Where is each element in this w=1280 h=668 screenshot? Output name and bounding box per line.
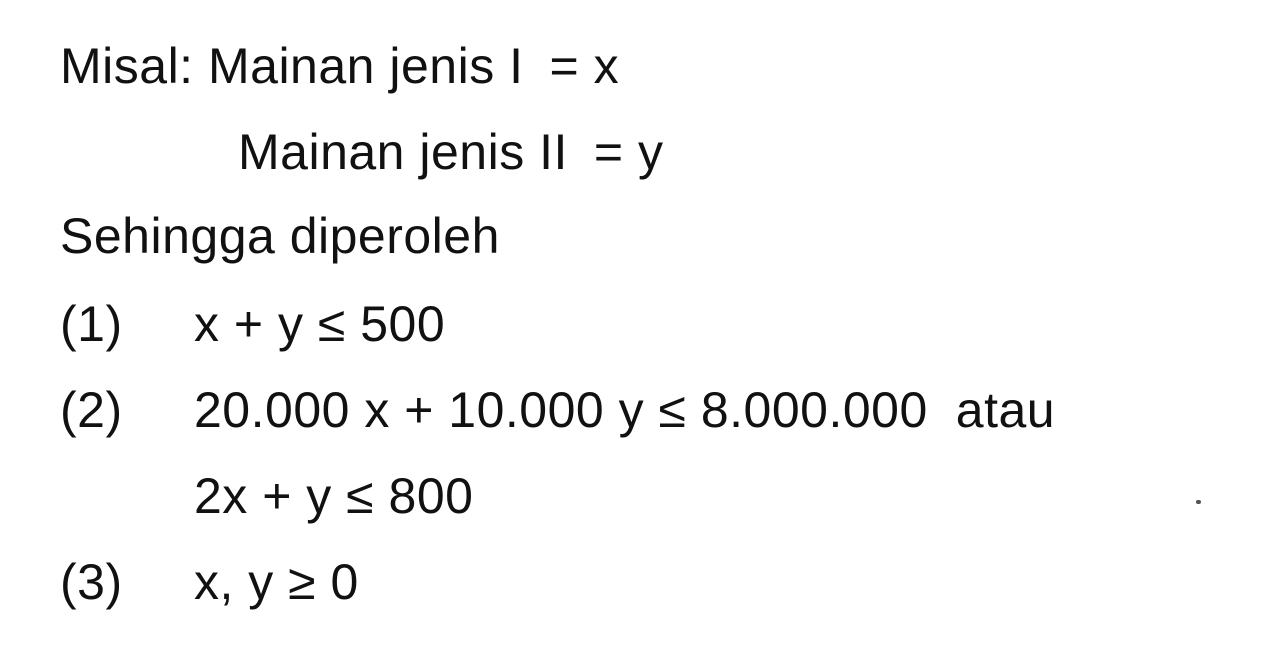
section-heading: Sehingga diperoleh: [60, 208, 500, 264]
constraint-expression: x + y ≤ 500: [194, 296, 446, 352]
constraint-expression: x, y ≥ 0: [194, 554, 359, 610]
constraint-expression: 2x + y ≤ 800: [194, 468, 474, 524]
toy-type-1-equals-x: = x: [549, 38, 620, 94]
constraint-2: [60, 380, 1055, 440]
constraint-1: [60, 294, 445, 354]
constraint-number: (1): [60, 296, 123, 352]
definition-line-1: [60, 36, 619, 96]
toy-type-2-equals-y: = y: [593, 124, 664, 180]
definition-line-2: [238, 122, 663, 182]
constraint-number: (3): [60, 554, 123, 610]
scan-speck: [1196, 500, 1201, 504]
toy-type-1-label: Mainan jenis I: [207, 38, 524, 94]
constraint-number: (2): [60, 382, 123, 438]
constraint-expression: 20.000 x + 10.000 y ≤ 8.000.000: [194, 382, 928, 438]
constraint-connector: atau: [955, 382, 1056, 438]
toy-type-2-label: Mainan jenis II: [238, 124, 568, 180]
constraint-2-simplified: [60, 466, 473, 526]
constraint-3: [60, 552, 359, 612]
misal-label: Misal:: [60, 38, 194, 94]
